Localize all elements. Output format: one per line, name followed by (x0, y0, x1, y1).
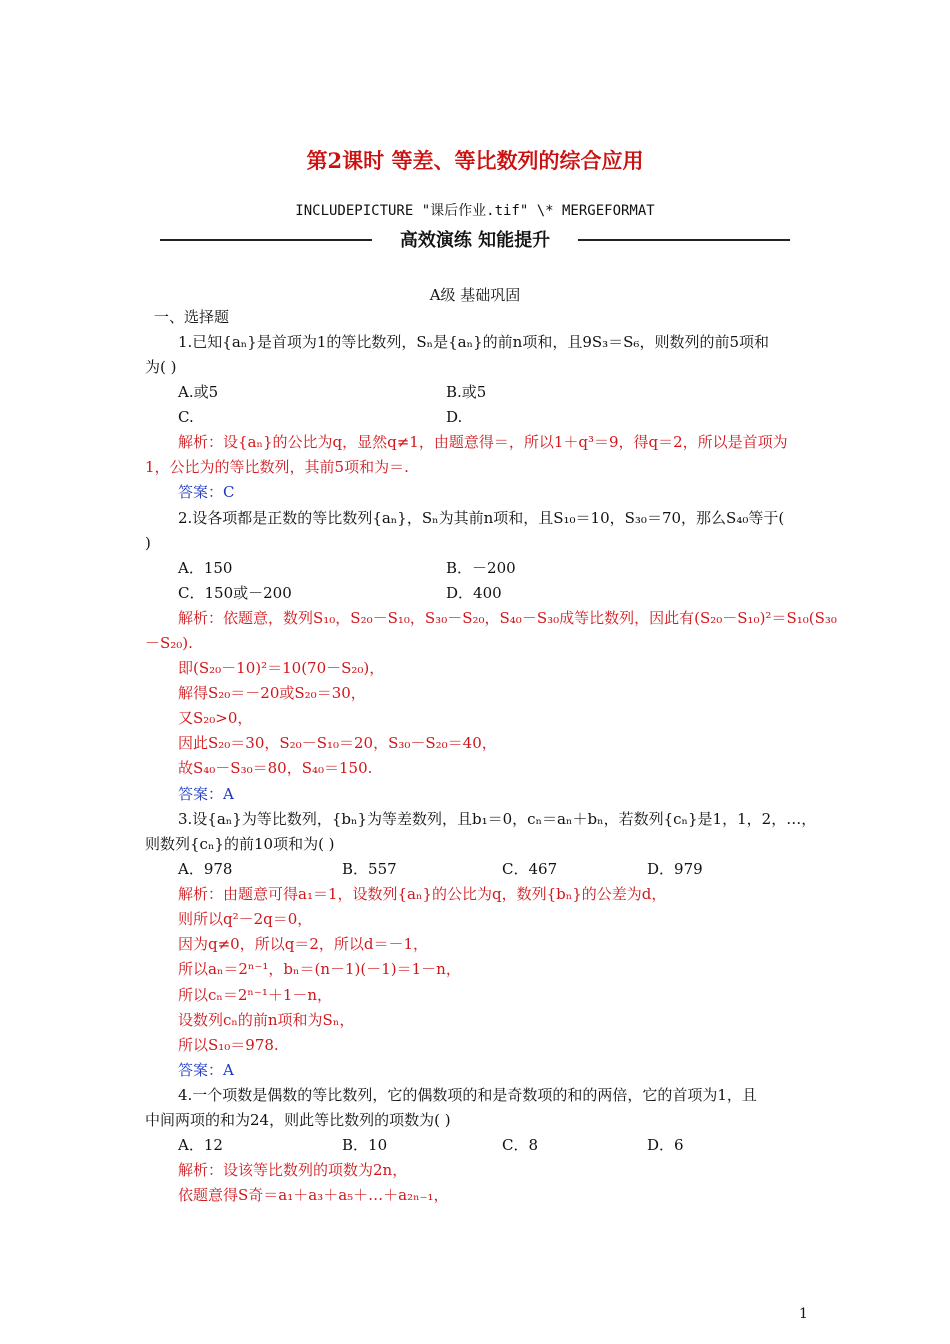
q2-solution-line: －S₂₀). (145, 634, 193, 652)
q3-option-b: B．557 (342, 860, 397, 878)
q3-solution-line: 设数列cₙ的前n项和为Sₙ， (178, 1011, 355, 1029)
q2-option-b: B．－200 (446, 559, 516, 577)
q3-option-c: C．467 (502, 860, 558, 878)
q1-stem-line1: 1.已知{aₙ}是首项为1的等比数列，Sₙ是{aₙ}的前n项和，且9S₃＝S₆，则数列的前5项和 (178, 333, 769, 351)
banner-text: 高效演练 知能提升 (399, 230, 551, 251)
q3-option-d: D．979 (647, 860, 703, 878)
q1-answer: 答案：C (178, 483, 235, 501)
q2-option-d: D．400 (446, 584, 502, 602)
q3-stem-line2: 则数列{cₙ}的前10项和为( ) (145, 835, 335, 853)
q2-solution-line: 解得S₂₀＝－20或S₂₀＝30， (178, 684, 366, 702)
q2-solution-line: 故S₄₀－S₃₀＝80，S₄₀＝150. (178, 759, 373, 777)
q1-solution-line1: 解析：设{aₙ}的公比为q，显然q≠1，由题意得＝，所以1＋q³＝9，得q＝2，所以是首项为 (178, 433, 788, 451)
q2-solution-line: 即(S₂₀－10)²＝10(70－S₂₀)， (178, 659, 385, 677)
q4-stem-line2: 中间两项的和为24，则此等比数列的项数为( ) (145, 1111, 451, 1129)
q3-solution-line: 所以aₙ＝2ⁿ⁻¹，bₙ＝(n－1)(－1)＝1－n， (178, 960, 461, 978)
q3-solution-line: 所以cₙ＝2ⁿ⁻¹＋1－n， (178, 986, 333, 1004)
q3-option-a: A．978 (178, 860, 233, 878)
q3-solution-line: 则所以q²－2q＝0， (178, 910, 313, 928)
section-banner (160, 226, 790, 254)
q4-option-b: B．10 (342, 1136, 388, 1154)
q1-option-c: C. (178, 408, 194, 426)
q2-stem-line1: 2.设各项都是正数的等比数列{aₙ}，Sₙ为其前n项和，且S₁₀＝10，S₃₀＝70，那么S₄₀等于( (178, 509, 785, 527)
q4-stem-line1: 4.一个项数是偶数的等比数列，它的偶数项的和是奇数项的和的两倍，它的首项为1，且 (178, 1086, 757, 1104)
level-heading: A级 基础巩固 (429, 286, 521, 304)
q2-solution-line: 解析：依题意，数列S₁₀，S₂₀－S₁₀，S₃₀－S₂₀，S₄₀－S₃₀成等比数列，因此有(S₂₀－S₁₀)²＝S₁₀(S₃₀ (178, 609, 837, 627)
q2-answer: 答案：A (178, 785, 234, 803)
q4-option-a: A．12 (178, 1136, 223, 1154)
q1-stem-line2: 为( ) (145, 358, 177, 376)
q2-option-a: A．150 (178, 559, 233, 577)
q1-option-a: A.或5 (178, 383, 219, 401)
q1-option-b: B.或5 (446, 383, 487, 401)
q4-option-d: D．6 (647, 1136, 684, 1154)
q3-answer: 答案：A (178, 1061, 234, 1079)
q3-stem-line1: 3.设{aₙ}为等比数列，{bₙ}为等差数列，且b₁＝0，cₙ＝aₙ＋bₙ，若数列{cₙ}是1，1，2，…， (178, 810, 817, 828)
q2-solution-line: 又S₂₀>0， (178, 709, 253, 727)
q4-solution-line: 依题意得S奇＝a₁＋a₃＋a₅＋…＋a₂ₙ₋₁， (178, 1186, 449, 1204)
include-picture-field: INCLUDEPICTURE "课后作业.tif" \* MERGEFORMAT (295, 203, 655, 219)
q3-solution-line: 所以S₁₀＝978. (178, 1036, 279, 1054)
q2-solution-line: 因此S₂₀＝30，S₂₀－S₁₀＝20，S₃₀－S₂₀＝40， (178, 734, 497, 752)
q3-solution-line: 解析：由题意可得a₁＝1，设数列{aₙ}的公比为q，数列{bₙ}的公差为d， (178, 885, 667, 903)
q3-solution-line: 因为q≠0，所以q＝2，所以d＝－1， (178, 935, 429, 953)
section-heading: 一、选择题 (154, 308, 230, 326)
lesson-title: 第2课时 等差、等比数列的综合应用 (306, 148, 644, 173)
q4-option-c: C．8 (502, 1136, 539, 1154)
page-number: 1 (799, 1306, 808, 1322)
q4-solution-line: 解析：设该等比数列的项数为2n， (178, 1161, 408, 1179)
q2-option-c: C．150或－200 (178, 584, 292, 602)
q1-solution-line2: 1，公比为的等比数列，其前5项和为＝. (145, 458, 409, 476)
q2-stem-line2: ) (145, 534, 151, 552)
banner-rule-right (578, 239, 790, 241)
q1-option-d: D. (446, 408, 463, 426)
